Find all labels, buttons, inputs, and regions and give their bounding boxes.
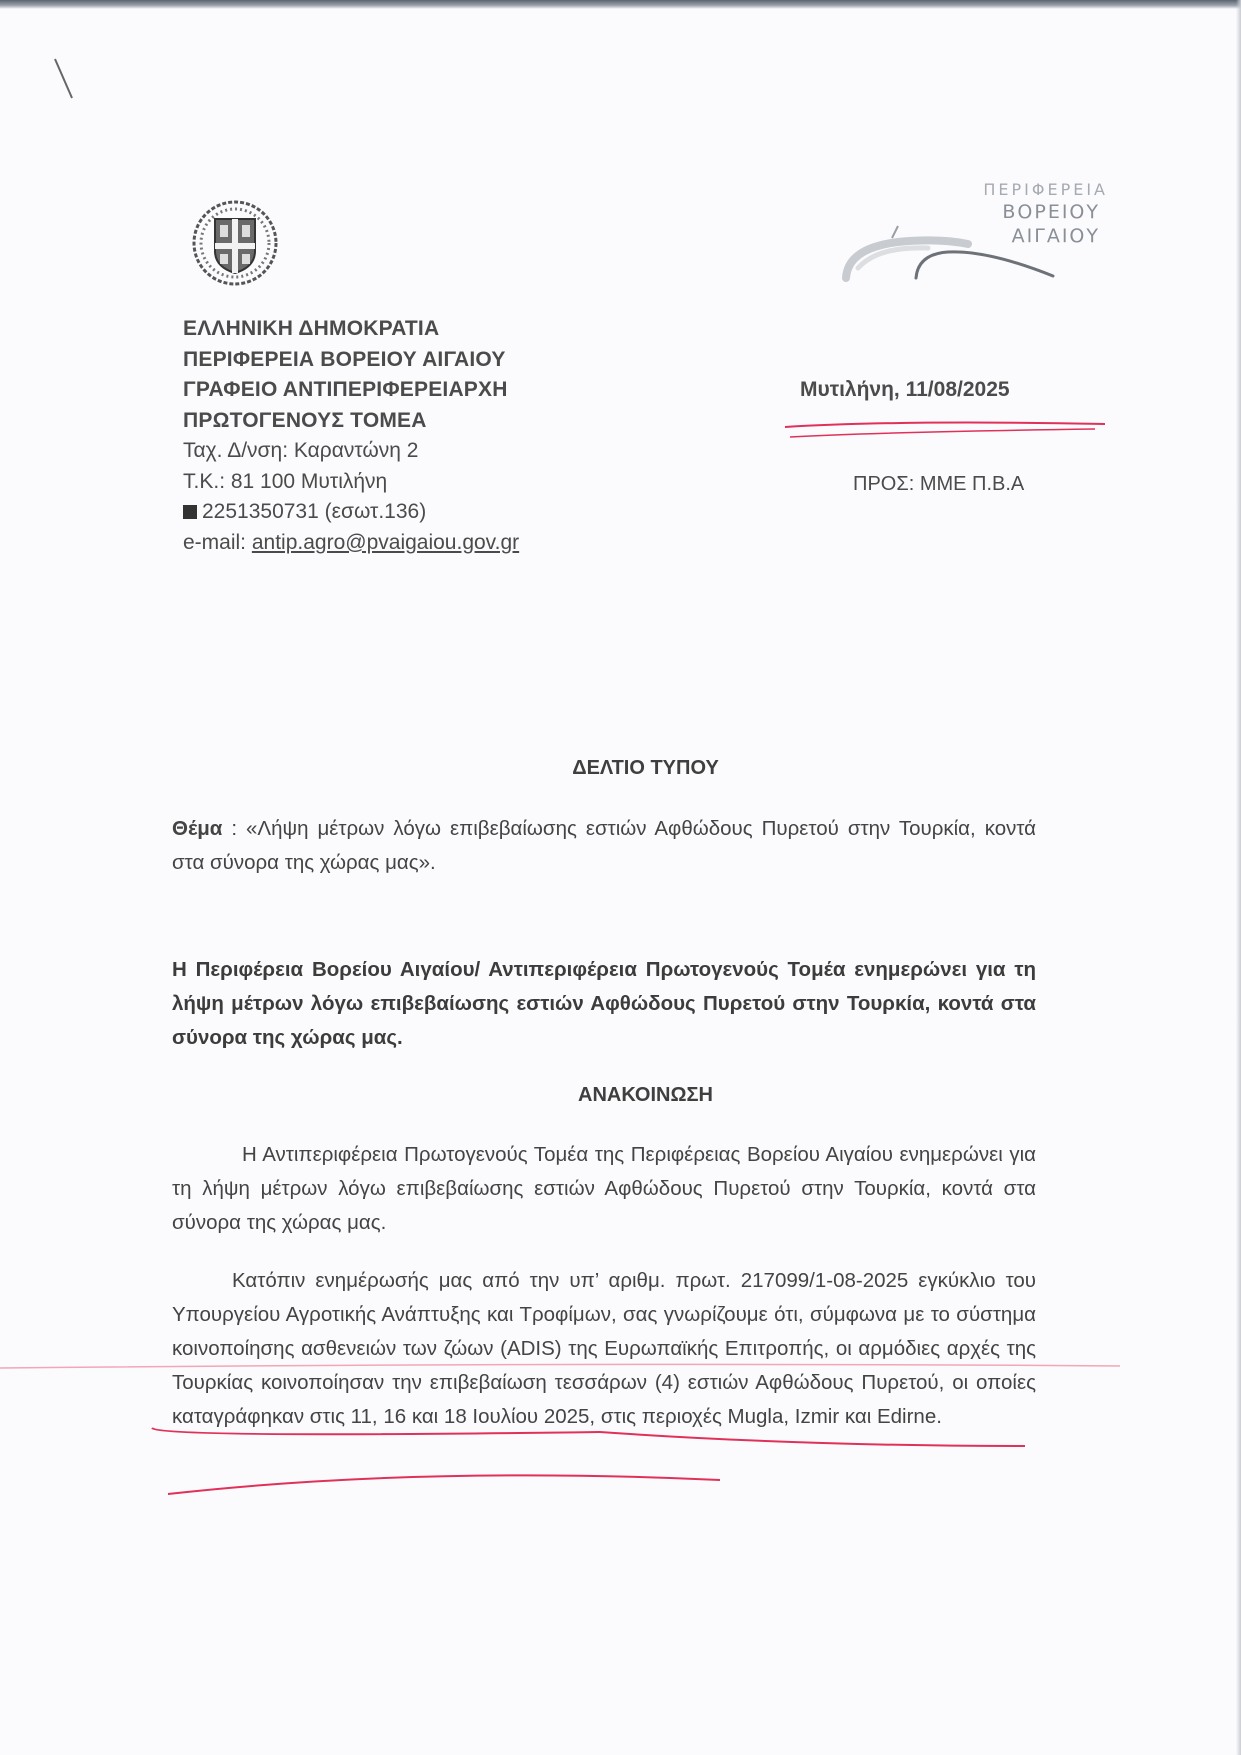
subject-paragraph	[172, 812, 1036, 880]
sender-line-3: ΓΡΑΦΕΙΟ ΑΝΤΙΠΕΡΙΦΕΡΕΙΑΡΧΗ	[183, 378, 508, 401]
sender-address: Ταχ. Δ/νση: Καραντώνη 2	[183, 439, 419, 462]
date-underline-1	[785, 423, 1105, 427]
press-release-title: ΔΕΛΤΙΟ ΤΥΠΟΥ	[572, 757, 719, 779]
sender-line-2: ΠΕΡΙΦΕΡΕΙΑ ΒΟΡΕΙΟΥ ΑΙΓΑΙΟΥ	[183, 347, 506, 371]
text-underline-3	[600, 1432, 1025, 1446]
recipient: ΠΡΟΣ: ΜΜΕ Π.Β.Α	[853, 473, 1025, 495]
subject-text: : «Λήψη μέτρων λόγω επιβεβαίωσης εστιών Αφθώδους Πυρετού στην Τουρκία, κοντά στα σύνορα της χώρας μας».	[172, 817, 1036, 874]
sender-line-1: ΕΛΛΗΝΙΚΗ ΔΗΜΟΚΡΑΤΙΑ	[183, 317, 440, 340]
sender-line-4: ΠΡΩΤΟΓΕΝΟΥΣ ΤΟΜΕΑ	[183, 408, 427, 432]
coat-of-arms-icon	[191, 199, 279, 287]
sender-phone-row	[183, 497, 519, 528]
announcement-title: ΑΝΑΚΟΙΝΩΣΗ	[578, 1084, 713, 1106]
stray-pen-mark	[52, 56, 76, 102]
scan-edge-top	[0, 0, 1241, 9]
logo-text-line-1: ΠΕΡΙΦΕΡΕΙΑ	[983, 180, 1108, 199]
logo-swoosh-icon	[838, 218, 1058, 284]
body-paragraph-1: Η Αντιπεριφέρεια Πρωτογενούς Τομέα της Περιφέρειας Βορείου Αιγαίου ενημερώνει για τη λήψη μέτρων λόγω επιβεβαίωσης εστιών Αφθώδους Πυρετού στην Τουρκία, κοντά στα σύνορα της χώρας μας.	[172, 1143, 1036, 1234]
region-logo	[838, 180, 1108, 284]
email-link[interactable]: antip.agro@pvaigaiou.gov.gr	[251, 530, 520, 554]
logo-text-line-3: ΑΙΓΑΙΟΥ	[1011, 225, 1100, 247]
text-underline-4	[168, 1475, 720, 1494]
sender-email-row	[183, 528, 519, 559]
phone-icon	[183, 505, 197, 519]
date-underline-2	[790, 429, 1095, 437]
sender-block	[183, 314, 519, 558]
logo-text-line-2: ΒΟΡΕΙΟΥ	[1002, 201, 1100, 223]
document-date: Μυτιλήνη, 11/08/2025	[800, 378, 1010, 401]
sender-postal: Τ.Κ.: 81 100 Μυτιλήνη	[183, 469, 388, 493]
lead-paragraph: Η Περιφέρεια Βορείου Αιγαίου/ Αντιπεριφέρεια Πρωτογενούς Τομέα ενημερώνει για τη λήψη μέτρων λόγω επιβεβαίωσης εστιών Αφθώδους Πυρετού στην Τουρκία, κοντά στα σύνορα της χώρας μας.	[172, 958, 1036, 1049]
sender-phone: 2251350731 (εσωτ.136)	[202, 500, 427, 523]
body-paragraph-2: Κατόπιν ενημέρωσής μας από την υπ’ αριθμ. πρωτ. 217099/1-08-2025 εγκύκλιο του Υπουργείου Αγροτικής Ανάπτυξης και Τροφίμων, σας γνωρίζουμε ότι, σύμφωνα με το σύστημα κοινοποίησης ασθενειών των ζώων (ADIS) της Ευρωπαϊκής Επιτροπής, οι αρμόδιες αρχές της Τουρκίας κοινοποίησαν την επιβεβαίωση τεσσάρων (4) εστιών Αφθώδους Πυρετού, οι οποίες καταγράφηκαν στις 11, 16 και 18 Ιουλίου 2025, στις περιοχές Mugla, Izmir και Edirne.	[172, 1269, 1036, 1428]
scan-edge-right	[1236, 0, 1241, 1755]
email-label: e-mail:	[183, 530, 252, 554]
subject-label: Θέμα	[172, 817, 223, 840]
